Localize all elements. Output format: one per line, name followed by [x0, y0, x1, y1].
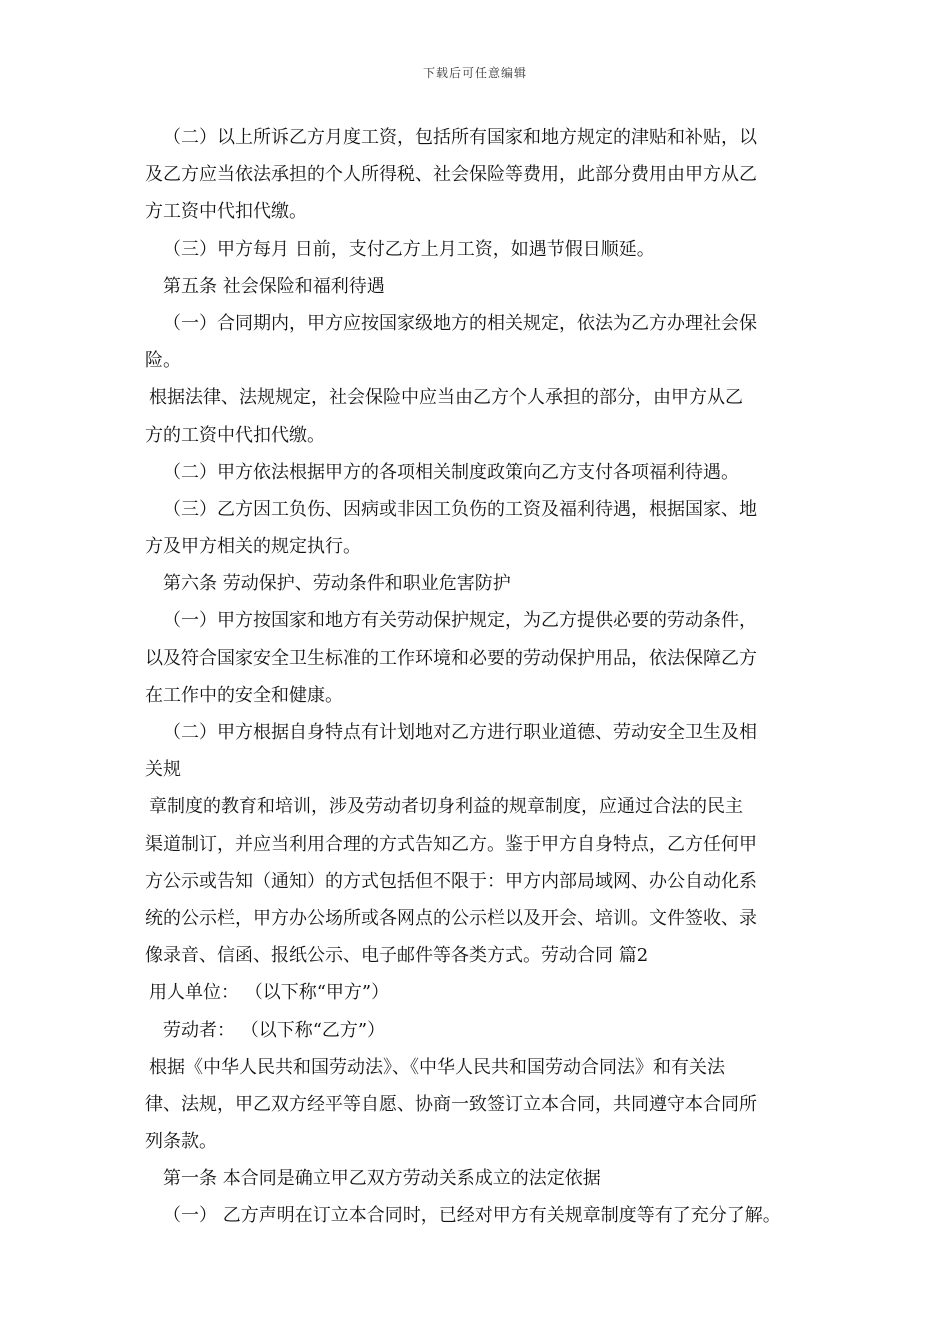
text-line: （二）以上所诉乙方月度工资，包括所有国家和地方规定的津贴和补贴，以 [163, 127, 757, 148]
text-line: 像录音、信函、报纸公示、电子邮件等各类方式。劳动合同 篇2 [145, 945, 649, 967]
text-line: 第一条 本合同是确立甲乙双方劳动关系成立的法定依据 [163, 1168, 601, 1190]
text-line: （一）甲方按国家和地方有关劳动保护规定，为乙方提供必要的劳动条件， [163, 610, 757, 632]
text-line: 以及符合国家安全卫生标准的工作环境和必要的劳动保护用品，依法保障乙方 [145, 647, 757, 669]
text-line: 第六条 劳动保护、劳动条件和职业危害防护 [163, 573, 511, 595]
text-line: 用人单位： （以下称“甲方”） [149, 982, 390, 1004]
page-header: 下载后可任意编辑 [422, 66, 527, 80]
text-line: 方的工资中代扣代缴。 [145, 424, 325, 446]
text-line: 根据法律、法规规定，社会保险中应当由乙方个人承担的部分，由甲方从乙 [149, 387, 743, 409]
text-line: 列条款。 [145, 1131, 217, 1153]
text-line: 律、法规，甲乙双方经平等自愿、协商一致签订立本合同，共同遵守本合同所 [145, 1093, 757, 1115]
text-line: （三）乙方因工负伤、因病或非因工负伤的工资及福利待遇，根据国家、地 [163, 498, 757, 520]
text-line: 在工作中的安全和健康。 [145, 684, 343, 706]
text-line: （一） 乙方声明在订立本合同时，已经对甲方有关规章制度等有了充分了解。 [163, 1205, 781, 1227]
text-line: （三）甲方每月 日前，支付乙方上月工资，如遇节假日顺延。 [163, 238, 655, 260]
text-line: 统的公示栏，甲方办公场所或各网点的公示栏以及开会、培训。文件签收、录 [145, 907, 757, 929]
text-line: （二）甲方根据自身特点有计划地对乙方进行职业道德、劳动安全卫生及相 [163, 722, 757, 743]
text-line: 险。 [145, 350, 181, 372]
text-line: 方工资中代扣代缴。 [145, 201, 307, 223]
text-line: （一）合同期内，甲方应按国家级地方的相关规定，依法为乙方办理社会保 [163, 312, 757, 334]
text-line: 劳动者： （以下称“乙方”） [163, 1019, 386, 1041]
text-line: 章制度的教育和培训，涉及劳动者切身利益的规章制度，应通过合法的民主 [149, 796, 743, 818]
text-line: 方公示或告知（通知）的方式包括但不限于：甲方内部局域网、办公自动化系 [145, 870, 757, 892]
text-line: 第五条 社会保险和福利待遇 [163, 275, 385, 297]
text-line: 根据《中华人民共和国劳动法》、《中华人民共和国劳动合同法》和有关法 [149, 1056, 725, 1078]
text-line: 渠道制订，并应当利用合理的方式告知乙方。鉴于甲方自身特点，乙方任何甲 [145, 833, 757, 855]
text-line: 关规 [145, 759, 181, 781]
text-line: （二）甲方依法根据甲方的各项相关制度政策向乙方支付各项福利待遇。 [163, 461, 739, 483]
document-body [145, 119, 825, 1235]
text-line: 及乙方应当依法承担的个人所得税、社会保险等费用，此部分费用由甲方从乙 [145, 164, 757, 186]
text-line: 方及甲方相关的规定执行。 [145, 536, 361, 558]
